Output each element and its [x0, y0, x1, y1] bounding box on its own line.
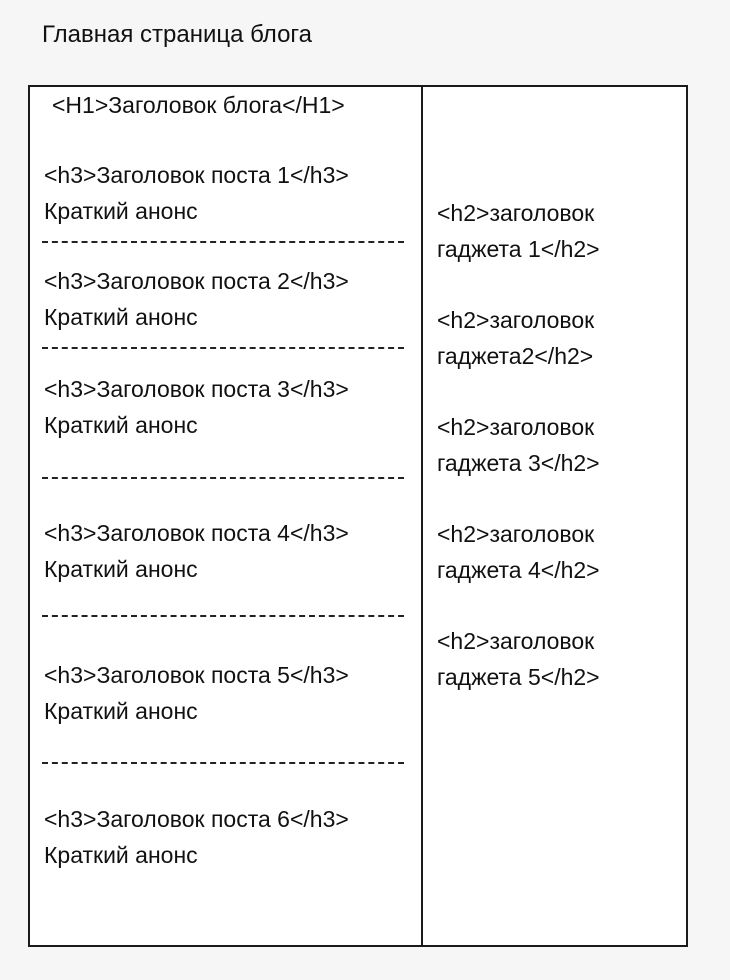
- gadget-heading-line2: гаджета2</h2>: [437, 343, 594, 369]
- gadget-block-4: [437, 516, 600, 588]
- post-summary: Краткий анонс: [44, 698, 198, 724]
- gadget-heading-line1: <h2>заголовок: [437, 200, 595, 226]
- post-summary: Краткий анонс: [44, 412, 198, 438]
- gadget-heading-line1: <h2>заголовок: [437, 307, 595, 333]
- post-separator: [42, 615, 404, 617]
- post-heading: <h3>Заголовок поста 4</h3>: [44, 520, 349, 546]
- gadget-heading-line2: гаджета 3</h2>: [437, 450, 600, 476]
- post-block-1: [44, 157, 349, 229]
- post-separator: [42, 477, 404, 479]
- post-block-4: [44, 515, 349, 587]
- gadget-heading-line1: <h2>заголовок: [437, 414, 595, 440]
- post-heading: <h3>Заголовок поста 3</h3>: [44, 376, 349, 402]
- post-separator: [42, 762, 404, 764]
- gadget-heading-line2: гаджета 5</h2>: [437, 664, 600, 690]
- post-heading: <h3>Заголовок поста 2</h3>: [44, 268, 349, 294]
- blog-layout-wireframe: [28, 85, 688, 947]
- post-separator: [42, 347, 404, 349]
- page-title: Главная страница блога: [42, 21, 312, 48]
- gadget-heading-line1: <h2>заголовок: [437, 521, 595, 547]
- post-block-5: [44, 657, 349, 729]
- post-heading: <h3>Заголовок поста 1</h3>: [44, 162, 349, 188]
- post-heading: <h3>Заголовок поста 6</h3>: [44, 806, 349, 832]
- gadget-block-3: [437, 409, 600, 481]
- gadget-block-5: [437, 623, 600, 695]
- gadget-block-1: [437, 195, 600, 267]
- post-summary: Краткий анонс: [44, 556, 198, 582]
- blog-heading: <H1>Заголовок блога</H1>: [52, 92, 345, 118]
- post-block-6: [44, 801, 349, 873]
- post-heading: <h3>Заголовок поста 5</h3>: [44, 662, 349, 688]
- post-separator: [42, 241, 404, 243]
- gadget-heading-line2: гаджета 1</h2>: [437, 236, 600, 262]
- gadget-heading-line2: гаджета 4</h2>: [437, 557, 600, 583]
- post-summary: Краткий анонс: [44, 198, 198, 224]
- gadget-heading-line1: <h2>заголовок: [437, 628, 595, 654]
- gadget-block-2: [437, 302, 594, 374]
- post-block-3: [44, 371, 349, 443]
- post-summary: Краткий анонс: [44, 304, 198, 330]
- post-block-2: [44, 263, 349, 335]
- post-summary: Краткий анонс: [44, 842, 198, 868]
- column-divider: [421, 87, 423, 945]
